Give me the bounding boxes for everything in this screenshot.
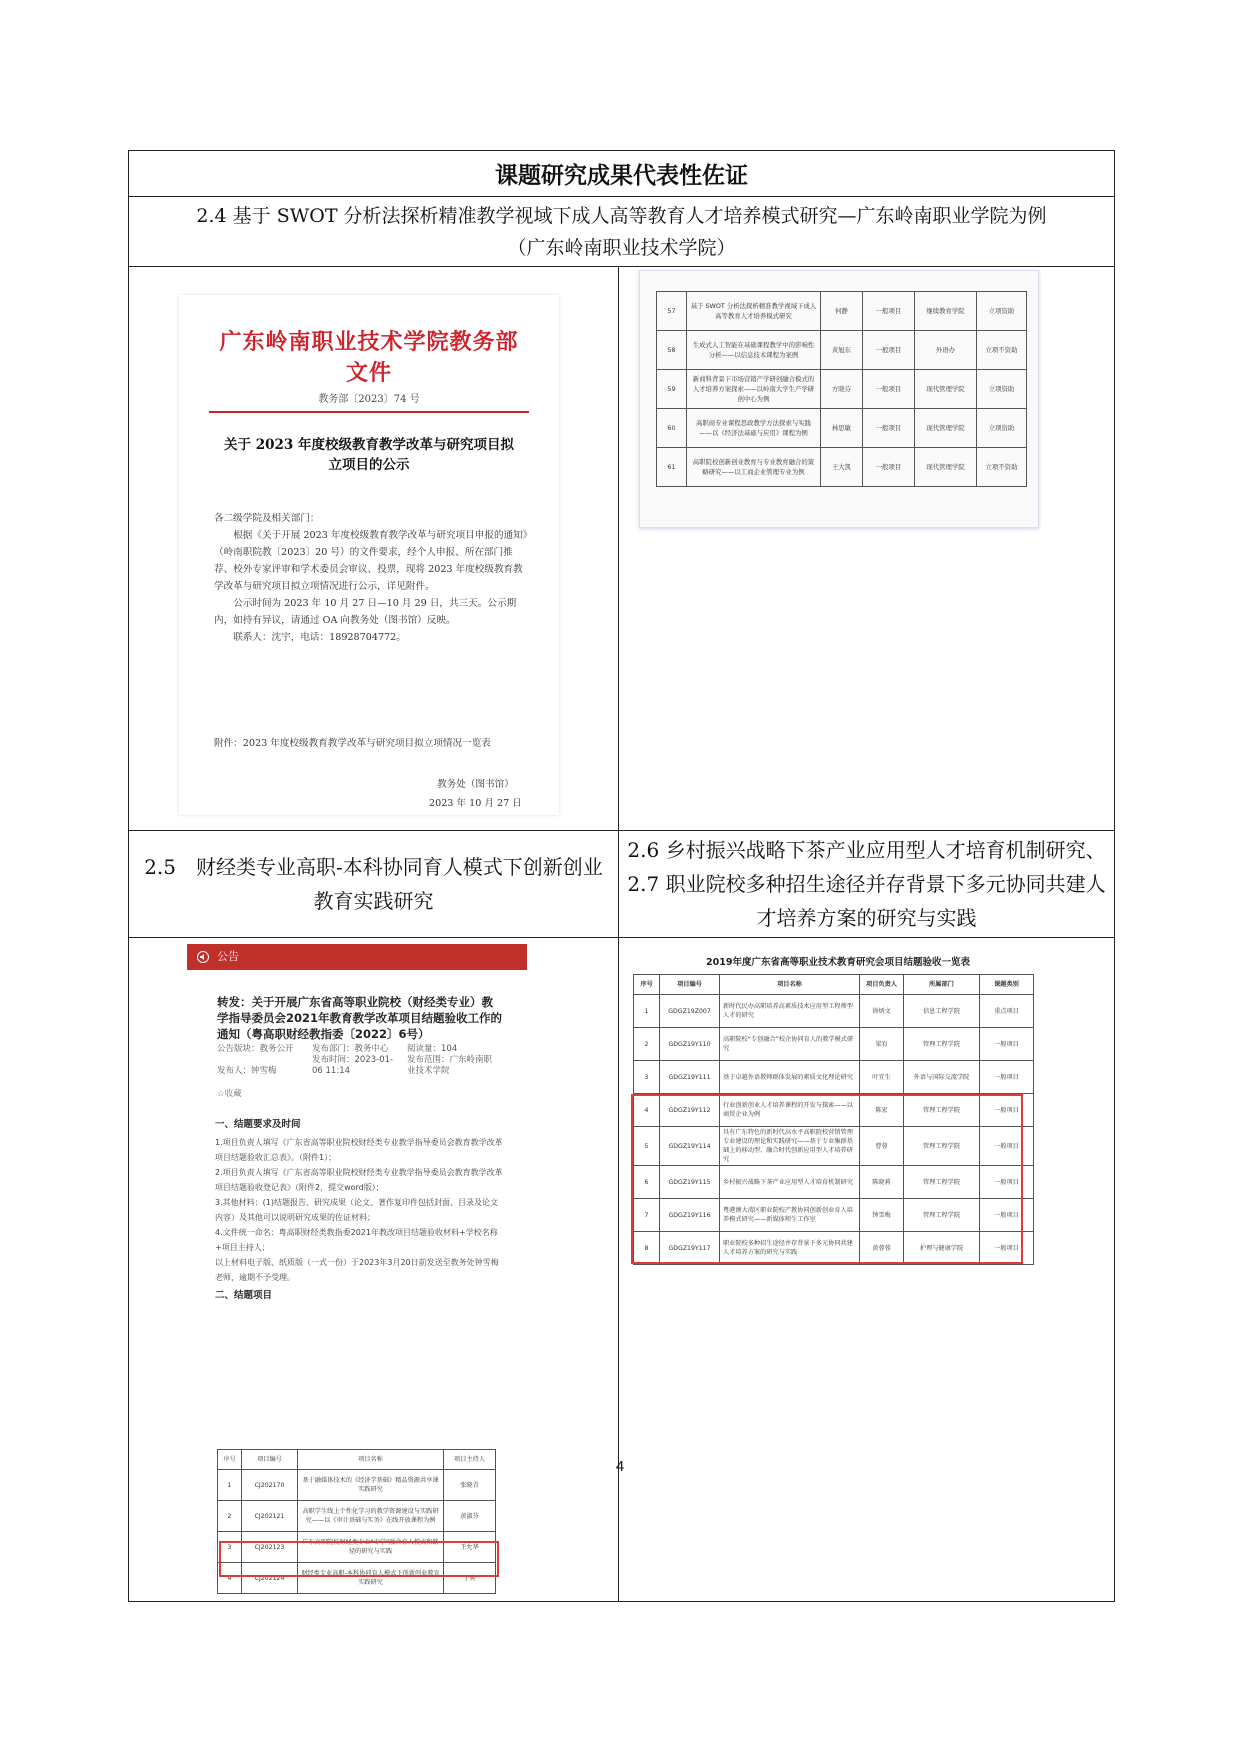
table-cell: 1 bbox=[634, 995, 660, 1028]
table-cell: 粤港澳大湾区职业院校产教协同创新创业育人培养模式研究——新媒体师生工作室 bbox=[720, 1199, 860, 1232]
table-cell: 管理工程学院 bbox=[904, 1166, 980, 1199]
table-cell: 基于卓越外语教师群体发展的素质文化理论研究 bbox=[720, 1061, 860, 1094]
table-cell: 职业院校多种招生途径并存背景下多元协同共建人才培养方案的研究与实践 bbox=[720, 1232, 860, 1265]
table-cell: 现代管理学院 bbox=[915, 409, 977, 448]
requirement-item: 2.项目负责人填写《广东省高等职业院校财经类专业教学指导委员会教育教学改革项目结题验收登记表》（附件2，提交word版）； bbox=[215, 1168, 503, 1192]
table-cell: 2 bbox=[634, 1028, 660, 1061]
table-cell: 林思敏 bbox=[821, 409, 863, 448]
table-cell: GDGZ19Y110 bbox=[660, 1028, 720, 1061]
table-cell: 王允华 bbox=[444, 1532, 496, 1563]
table-cell: 新时代民办高职培养高素质技术应用型工程师型人才的研究 bbox=[720, 995, 860, 1028]
table-header-cell: 所属部门 bbox=[904, 975, 980, 995]
table2-cell bbox=[619, 267, 1115, 831]
table-cell: 一般项目 bbox=[863, 370, 915, 409]
table-cell: 何静 bbox=[821, 292, 863, 331]
table-cell: 一般项目 bbox=[980, 1199, 1034, 1232]
notice-para-2: 公示时间为 2023 年 10 月 27 日—10 月 29 日，共三天。公示期内，如持有异议，请通过 OA 向教务处（图书馆）反映。 bbox=[214, 598, 517, 626]
table-cell: GDGZ19Z007 bbox=[660, 995, 720, 1028]
table-cell: 曹蓉 bbox=[860, 1127, 904, 1166]
table-cell: 一般项目 bbox=[980, 1166, 1034, 1199]
table-cell: GDGZ19Y114 bbox=[660, 1127, 720, 1166]
notice-body bbox=[214, 510, 529, 646]
table-cell: GDGZ19Y112 bbox=[660, 1094, 720, 1127]
table-cell: 61 bbox=[657, 448, 687, 487]
table-cell: 管理工程学院 bbox=[904, 1028, 980, 1061]
table-cell: GDGZ19Y117 bbox=[660, 1232, 720, 1265]
doc1-cell bbox=[129, 267, 619, 831]
notice-title: 关于 2023 年度校级教育教学改革与研究项目拟立项目的公示 bbox=[224, 437, 514, 473]
table-cell: 钟雪梅 bbox=[860, 1199, 904, 1232]
table-row bbox=[657, 292, 1027, 331]
table-cell: 一般项目 bbox=[980, 1094, 1034, 1127]
table-cell: 2 bbox=[218, 1501, 242, 1532]
notice-contact: 联系人：沈宇，电话：18928704772。 bbox=[233, 632, 406, 643]
doc-red-title: 广东岭南职业技术学院教务部文件 bbox=[219, 329, 519, 386]
page-number: 4 bbox=[615, 1458, 625, 1475]
table-cell: 高职院校创新创业教育与专业教育融合的策略研究——以工商企业管理专业为例 bbox=[687, 448, 821, 487]
table-cell: 现代管理学院 bbox=[915, 370, 977, 409]
announcement-cell bbox=[129, 938, 619, 1602]
table-cell: 外语与国际交流学院 bbox=[904, 1061, 980, 1094]
announcement-bar-label: 公告 bbox=[217, 950, 239, 963]
table-header-cell: 项目名称 bbox=[720, 975, 860, 995]
table-cell: 财经类专业高职-本科协同育人模式下创新创业教育实践研究 bbox=[298, 1563, 444, 1594]
table-cell: 乡村振兴战略下茶产业应用型人才培育机制研究 bbox=[720, 1166, 860, 1199]
table-cell: 4 bbox=[634, 1094, 660, 1127]
table-cell: 高职院校“专创融合”校企协同育人的教学模式研究 bbox=[720, 1028, 860, 1061]
table-header-cell: 课题类别 bbox=[980, 975, 1034, 995]
meta-dept: 发布部门：教务中心 bbox=[312, 1044, 389, 1054]
table-cell: 丁爽 bbox=[444, 1563, 496, 1594]
acceptance-image bbox=[629, 944, 1047, 1274]
table-row bbox=[657, 409, 1027, 448]
table-header-cell: 项目名称 bbox=[298, 1450, 444, 1470]
table-cell: 4 bbox=[218, 1563, 242, 1594]
table-cell: 护理与健康学院 bbox=[904, 1232, 980, 1265]
table-cell: 陈宏 bbox=[860, 1094, 904, 1127]
notice-para-1: 根据《关于开展 2023 年度校级教育教学改革与研究项目申报的通知》（岭南职院教〔2023〕20 号）的文件要求，经个人申报、所在部门推荐、校外专家评审和学术委员会审议、投票，现将 2023 年度校级教育教学改革与研究项目拟立项情况进行公示，详见附件。 bbox=[214, 530, 528, 592]
table-cell: 高职学生线上个性化学习的教学资源建设与实践研究——以《审计基础与实务》在线开放课程为例 bbox=[298, 1501, 444, 1532]
table-cell: GDGZ19Y115 bbox=[660, 1166, 720, 1199]
speaker-icon bbox=[197, 951, 209, 963]
table-cell: 一般项目 bbox=[863, 409, 915, 448]
table-cell: 重点项目 bbox=[980, 995, 1034, 1028]
table-title: 课题研究成果代表性佐证 bbox=[129, 151, 1115, 197]
requirement-item: 4.文件统一命名：粤高职财经类教指委2021年教改项目结题验收材料+学校名称+项目主持人； bbox=[215, 1228, 498, 1252]
table-cell: 59 bbox=[657, 370, 687, 409]
highlight-box bbox=[631, 1094, 1023, 1264]
table-header-cell: 序号 bbox=[218, 1450, 242, 1470]
notice-document-image bbox=[179, 295, 559, 815]
table-cell: 一般项目 bbox=[863, 448, 915, 487]
table-cell: 立项不资助 bbox=[977, 448, 1027, 487]
table-cell: 立项资助 bbox=[977, 409, 1027, 448]
table-cell: 一般项目 bbox=[980, 1028, 1034, 1061]
table-cell: 基于融媒体技术的《经济学基础》精品资源共享课实践研究 bbox=[298, 1470, 444, 1501]
table-cell: 一般项目 bbox=[980, 1232, 1034, 1265]
notice-signature bbox=[429, 775, 522, 813]
section-2-4-header bbox=[129, 197, 1115, 267]
project-list-table bbox=[656, 291, 1027, 487]
table-cell: 黄蓉蓉 bbox=[860, 1232, 904, 1265]
table-cell: GDGZ19Y116 bbox=[660, 1199, 720, 1232]
section-heading-2: 二、结题项目 bbox=[215, 1290, 273, 1301]
signature-date: 2023 年 10 月 27 日 bbox=[429, 798, 522, 809]
table-cell: CJ202121 bbox=[242, 1501, 298, 1532]
table-cell: 立项资助 bbox=[977, 292, 1027, 331]
doc-red-rule bbox=[209, 411, 529, 413]
table-cell: 57 bbox=[657, 292, 687, 331]
table-cell: 黄淑芬 bbox=[444, 1501, 496, 1532]
section-2-4-institution: （广东岭南职业技术学院） bbox=[507, 236, 736, 259]
highlight-box bbox=[219, 1541, 499, 1577]
meta-section: 公告版块：教务公开 bbox=[217, 1044, 294, 1054]
table-cell: 管理工程学院 bbox=[904, 1094, 980, 1127]
table-cell: 7 bbox=[634, 1199, 660, 1232]
requirement-item: 1.项目负责人填写《广东省高等职业院校财经类专业教学指导委员会教育教学改革项目结题验收汇总表》。（附件1）； bbox=[215, 1138, 503, 1162]
table-cell: 新商科背景下市场营销产学研创融合模式的人才培养方案探索——以岭南大学生产学研创中心为例 bbox=[687, 370, 821, 409]
announcement-image bbox=[187, 944, 527, 1589]
table-cell: 一般项目 bbox=[863, 331, 915, 370]
table-cell: 陈晓莉 bbox=[860, 1166, 904, 1199]
table-header-cell: 序号 bbox=[634, 975, 660, 995]
table-cell: 广东高职院校财经类专业“专学”融合育人模式和路径的研究与实践 bbox=[298, 1532, 444, 1563]
table-cell: 叶宜生 bbox=[860, 1061, 904, 1094]
table-cell: 黄旭东 bbox=[821, 331, 863, 370]
table-row bbox=[634, 1028, 1034, 1061]
table-cell: 信息工程学院 bbox=[904, 995, 980, 1028]
table-cell: CJ202124 bbox=[242, 1563, 298, 1594]
table-row bbox=[634, 995, 1034, 1028]
table-cell: 管理工程学院 bbox=[904, 1127, 980, 1166]
table-row bbox=[657, 448, 1027, 487]
requirement-item: 3.其他材料：(1)结题报告、研究成果（论文、著作复印件包括封面、目录及论文内容）及其他可以说明研究成果的佐证材料； bbox=[215, 1198, 498, 1222]
table-header-row bbox=[634, 975, 1034, 995]
table-cell: CJ202170 bbox=[242, 1470, 298, 1501]
acceptance-caption: 2019年度广东省高等职业技术教育研究会项目结题验收一览表 bbox=[706, 957, 970, 968]
table-cell: 一般项目 bbox=[980, 1061, 1034, 1094]
notice-greeting: 各二级学院及相关部门： bbox=[214, 513, 320, 524]
announcement-content bbox=[215, 1114, 505, 1306]
table-cell: 5 bbox=[634, 1127, 660, 1166]
table-cell: 1 bbox=[218, 1470, 242, 1501]
table-row bbox=[657, 370, 1027, 409]
table-cell: 现代管理学院 bbox=[915, 448, 977, 487]
notice-attachment: 附件：2023 年度校级教育教学改革与研究项目拟立项情况一览表 bbox=[214, 738, 491, 749]
table-header-cell: 项目负责人 bbox=[860, 975, 904, 995]
table-cell: 方晓芬 bbox=[821, 370, 863, 409]
meta-views: 阅读量：104 bbox=[407, 1044, 458, 1054]
table-row bbox=[218, 1501, 496, 1532]
project-list-image bbox=[639, 270, 1039, 528]
section-2-4-title: 2.4 基于 SWOT 分析法探析精准教学视域下成人高等教育人才培养模式研究—广东岭南职业学院为例 bbox=[196, 204, 1047, 227]
doc-number: 教务部〔2023〕74 号 bbox=[318, 394, 420, 405]
table-cell: 立项不资助 bbox=[977, 331, 1027, 370]
table-cell: 徐炳文 bbox=[860, 995, 904, 1028]
table-cell: GDGZ19Y111 bbox=[660, 1061, 720, 1094]
table-cell: CJ202123 bbox=[242, 1532, 298, 1563]
announcement-bar bbox=[187, 944, 527, 970]
table-cell: 生成式人工智能在基础课程教学中的影响性分析——以信息技术课程为案例 bbox=[687, 331, 821, 370]
section-2-5-header: 2.5 财经类专业高职-本科协同育人模式下创新创业教育实践研究 bbox=[129, 831, 619, 938]
table-cell: 张晓青 bbox=[444, 1470, 496, 1501]
section-heading-1: 一、结题要求及时间 bbox=[215, 1119, 301, 1130]
table-cell: 行业创新创业人才培养课程的开发与探索——以商贸企业为例 bbox=[720, 1094, 860, 1127]
table-header-cell: 项目编号 bbox=[242, 1450, 298, 1470]
table-cell: 王大凯 bbox=[821, 448, 863, 487]
table-cell: 一般项目 bbox=[863, 292, 915, 331]
table-cell: 具有广东特色的新时代高水平高职院校营销管理专业建设的理论和实践研究——基于专业集群基础上的移动型、融合时代创新应用型人才培养研究 bbox=[720, 1127, 860, 1166]
table-cell: 梁宥 bbox=[860, 1028, 904, 1061]
table-cell: 立项资助 bbox=[977, 370, 1027, 409]
table-cell: 一般项目 bbox=[980, 1127, 1034, 1166]
evidence-table bbox=[128, 150, 1115, 1602]
table-cell: 高职商专业课程思政教学方法探索与实践——以《经济法基础与应用》课程为例 bbox=[687, 409, 821, 448]
requirement-item: 以上材料电子版、纸质版（一式一份）于2023年3月20日前发送至教务处钟雪梅老师，逾期不予受理。 bbox=[215, 1258, 499, 1282]
table-cell: 6 bbox=[634, 1166, 660, 1199]
table-row bbox=[634, 1061, 1034, 1094]
table-cell: 3 bbox=[634, 1061, 660, 1094]
section-2-6-header: 2.6 乡村振兴战略下茶产业应用型人才培育机制研究、2.7 职业院校多种招生途径并存背景下多元协同共建人才培养方案的研究与实践 bbox=[619, 831, 1115, 938]
meta-time: 发布时间：2023-01-06 11:14 bbox=[312, 1055, 394, 1076]
table-row bbox=[657, 331, 1027, 370]
meta-publisher: 发布人：钟雪梅 bbox=[217, 1066, 277, 1076]
table-cell: 58 bbox=[657, 331, 687, 370]
meta-scope: 发布范围：广东岭南职业技术学院 bbox=[407, 1055, 493, 1076]
announcement-title: 转发：关于开展广东省高等职业院校（财经类专业）教学指导委员会2021年教育教学改革项目结题验收工作的通知（粤高职财经教指委〔2022〕6号） bbox=[217, 995, 503, 1041]
table-header-cell: 项目编号 bbox=[660, 975, 720, 995]
table-cell: 继续教育学院 bbox=[915, 292, 977, 331]
table-header-cell: 项目主持人 bbox=[444, 1450, 496, 1470]
favorite-button[interactable]: ☆收藏 bbox=[217, 1089, 242, 1099]
table-cell: 管理工程学院 bbox=[904, 1199, 980, 1232]
table-cell: 8 bbox=[634, 1232, 660, 1265]
table-cell: 外语办 bbox=[915, 331, 977, 370]
acceptance-cell bbox=[619, 938, 1115, 1602]
table-cell: 基于 SWOT 分析法探析精准教学视域下成人高等教育人才培养模式研究 bbox=[687, 292, 821, 331]
table-cell: 3 bbox=[218, 1532, 242, 1563]
table-cell: 60 bbox=[657, 409, 687, 448]
signature-org: 教务处（图书馆） bbox=[437, 779, 514, 790]
